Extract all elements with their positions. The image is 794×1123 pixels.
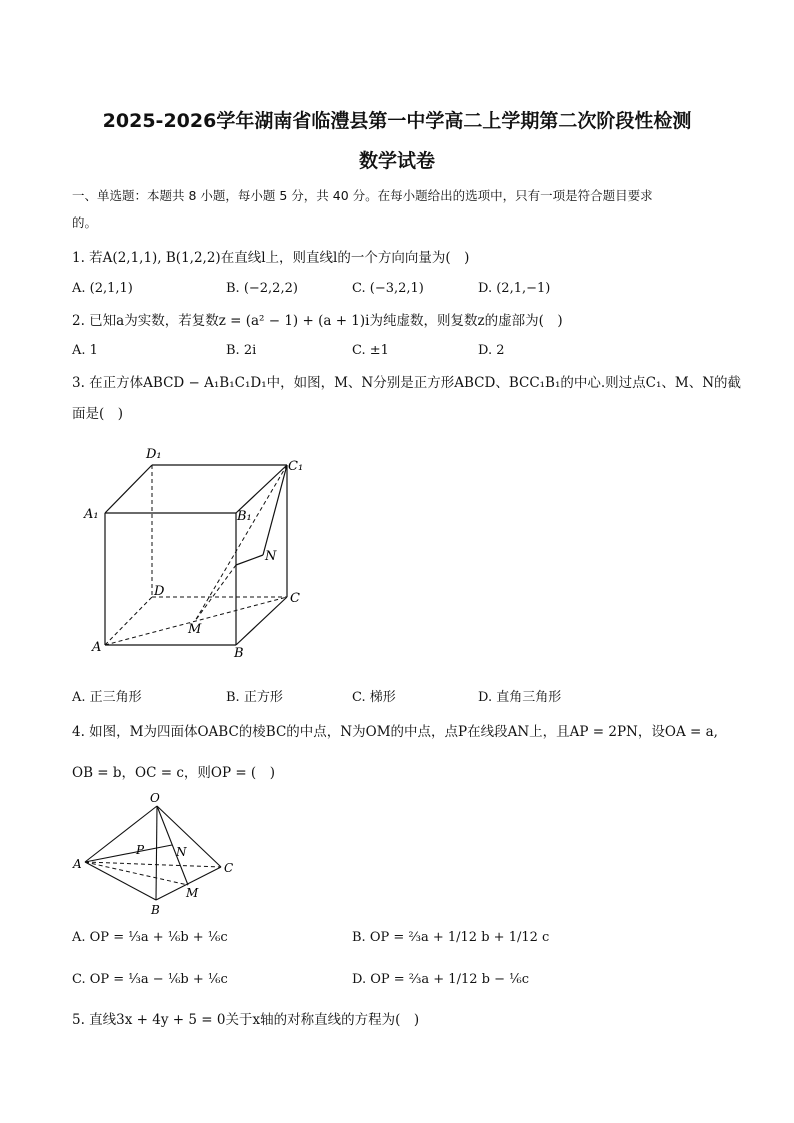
- tet-label-a: A: [73, 857, 82, 871]
- q3-option-c: C. 梯形: [352, 690, 396, 705]
- q2-option-d: D. 2: [478, 343, 505, 358]
- tet-label-b: B: [151, 903, 160, 917]
- q1-option-d: D. (2,1,−1): [478, 281, 551, 296]
- question-4-stem-cont: OB = b，OC = c，则OP = ( ): [72, 765, 275, 781]
- question-3-stem-cont: 面是( ): [72, 406, 124, 422]
- cube-label-c: C: [290, 591, 300, 606]
- tet-label-n: N: [176, 845, 187, 859]
- section-heading: 一、单选题：本题共 8 小题，每小题 5 分，共 40 分。在每小题给出的选项中，只有一项是符合题目要求: [72, 188, 653, 203]
- tetrahedron-figure: [70, 790, 250, 920]
- q1-option-a: A. (2,1,1): [72, 281, 133, 296]
- tet-label-m: M: [186, 886, 199, 900]
- cube-label-a1: A₁: [84, 507, 99, 522]
- cube-label-d: D: [154, 584, 165, 599]
- q2-option-c: C. ±1: [352, 343, 389, 358]
- cube-label-b: B: [234, 646, 244, 661]
- q1-option-b: B. (−2,2,2): [226, 281, 298, 296]
- q4-option-a: A. OP = ⅓a + ⅙b + ⅙c: [72, 930, 228, 945]
- cube-figure: [80, 440, 320, 670]
- q4-option-c: C. OP = ⅓a − ⅙b + ⅙c: [72, 972, 228, 987]
- q4-option-b: B. OP = ⅔a + 1/12 b + 1/12 c: [352, 930, 550, 945]
- cube-label-c1: C₁: [288, 459, 304, 474]
- q1-option-c: C. (−3,2,1): [352, 281, 424, 296]
- tet-label-o: O: [150, 791, 160, 805]
- q3-option-a: A. 正三角形: [72, 690, 142, 705]
- q3-option-d: D. 直角三角形: [478, 690, 562, 705]
- q4-option-d: D. OP = ⅔a + 1/12 b − ⅙c: [352, 972, 529, 987]
- cube-label-a: A: [92, 640, 102, 655]
- q3-option-b: B. 正方形: [226, 690, 283, 705]
- cube-label-d1: D₁: [146, 447, 162, 462]
- cube-label-m: M: [188, 622, 202, 637]
- question-3-stem: 3. 在正方体ABCD − A₁B₁C₁D₁中，如图，M、N分别是正方形ABCD、BCC₁B₁的中心.则过点C₁、M、N的截: [72, 375, 742, 391]
- question-4-stem: 4. 如图，M为四面体OABC的棱BC的中点，N为OM的中点，点P在线段AN上，且AP = 2PN，设OA = a,: [72, 724, 718, 740]
- q2-option-b: B. 2i: [226, 343, 257, 358]
- q2-option-a: A. 1: [72, 343, 98, 358]
- question-5-stem: 5. 直线3x + 4y + 5 = 0关于x轴的对称直线的方程为( ): [72, 1012, 420, 1028]
- tet-label-c: C: [224, 861, 234, 875]
- cube-label-n: N: [265, 549, 277, 564]
- exam-subtitle: 数学试卷: [358, 150, 435, 172]
- question-2-stem: 2. 已知a为实数，若复数z = (a² − 1) + (a + 1)i为纯虚数，则复数z的虚部为( ): [72, 313, 563, 329]
- exam-title: 2025-2026学年湖南省临澧县第一中学高二上学期第二次阶段性检测: [102, 110, 692, 132]
- section-heading-cont: 的。: [72, 215, 98, 230]
- question-1-stem: 1. 若A(2,1,1), B(1,2,2)在直线l上，则直线l的一个方向向量为( ): [72, 250, 470, 266]
- tet-label-p: P: [136, 843, 145, 857]
- cube-label-b1: B₁: [237, 509, 252, 524]
